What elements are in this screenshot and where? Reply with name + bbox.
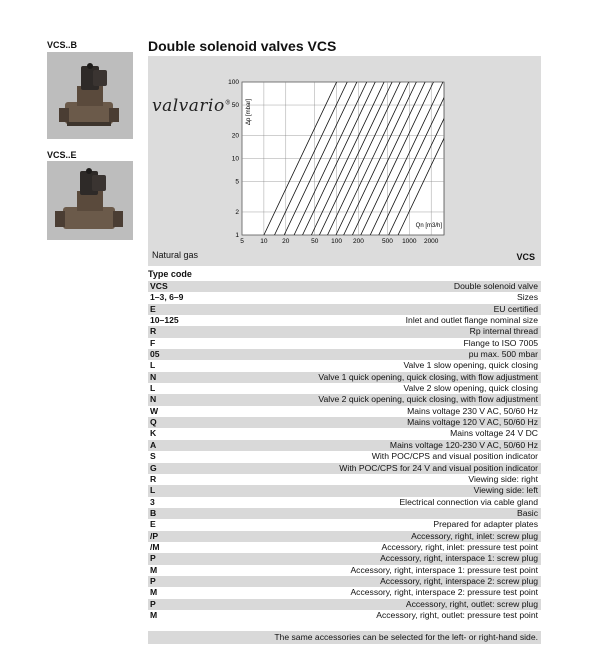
table-row [148, 372, 541, 383]
table-row [148, 587, 541, 598]
row-code: P [150, 575, 156, 586]
row-code: 10–125 [150, 315, 179, 326]
row-description: Accessory, right, interspace 2: pressure test point [350, 587, 538, 598]
row-code: E [150, 303, 156, 314]
x-tick-label: 100 [331, 238, 343, 245]
row-description: Accessory, right, interspace 1: screw plug [380, 553, 538, 564]
row-description: Valve 2 quick opening, quick closing, with flow adjustment [318, 394, 538, 405]
row-code: /M [150, 541, 160, 552]
row-description: Basic [516, 507, 538, 518]
chart-caption-natural-gas: Natural gas [152, 250, 199, 260]
chart-caption-vcs: VCS [516, 252, 535, 262]
table-row [148, 519, 541, 530]
table-row [148, 304, 541, 315]
row-code: F [150, 337, 156, 348]
valve-photo-vcs-b [47, 52, 133, 139]
table-row [148, 292, 541, 303]
y-tick-label: 50 [231, 102, 239, 110]
table-row [148, 474, 541, 485]
table-row [148, 497, 541, 508]
table-row [148, 485, 541, 496]
page-title: Double solenoid valves VCS [148, 38, 337, 54]
table-row [148, 451, 541, 462]
table-row [148, 599, 541, 610]
y-tick-label: 1 [235, 232, 239, 239]
x-tick-label: 10 [260, 238, 268, 245]
pressure-drop-chart [148, 56, 541, 246]
row-code: R [150, 473, 157, 484]
row-code: Q [150, 417, 157, 428]
x-tick-label: 20 [282, 238, 290, 245]
row-code: M [150, 587, 158, 598]
thumb-label-vcs-b: VCS..B [47, 40, 78, 50]
row-description: Accessory, right, interspace 2: screw plug [380, 575, 538, 586]
chart-panel [148, 56, 541, 266]
row-description: Accessory, right, interspace 1: pressure test point [350, 564, 538, 575]
y-axis-label: Δp [mbar] [246, 98, 252, 126]
x-tick-label: 1000 [402, 238, 417, 245]
row-code: 3 [150, 496, 155, 507]
table-row [148, 406, 541, 417]
row-description: pu max. 500 mbar [468, 349, 538, 360]
y-tick-label: 2 [235, 208, 239, 216]
row-description: Sizes [516, 292, 538, 303]
row-code: R [150, 326, 157, 337]
table-row [148, 463, 541, 474]
row-code: L [150, 485, 156, 496]
row-code: K [150, 428, 157, 439]
x-tick-label: 50 [311, 238, 319, 245]
row-code: S [150, 451, 156, 462]
row-description: Double solenoid valve [453, 281, 538, 291]
table-row [148, 281, 541, 292]
row-code: 05 [150, 349, 160, 360]
table-row [148, 440, 541, 451]
row-description: Viewing side: left [473, 485, 538, 496]
row-description: Mains voltage 24 V DC [450, 428, 538, 439]
row-code: E [150, 519, 156, 530]
table-row [148, 542, 541, 553]
y-tick-label: 20 [231, 132, 239, 140]
valve-photo-vcs-e [47, 161, 133, 240]
x-tick-label: 200 [353, 238, 364, 245]
row-description: Accessory, right, outlet: screw plug [405, 598, 538, 609]
row-code: G [150, 462, 157, 473]
y-tick-label: 10 [231, 155, 239, 163]
table-row [148, 360, 541, 371]
row-description: Accessory, right, outlet: pressure test point [376, 609, 538, 620]
thumb-label-vcs-e: VCS..E [47, 150, 77, 160]
row-description: Inlet and outlet flange nominal size [405, 315, 538, 326]
table-row [148, 383, 541, 394]
x-axis-label: Qn [m3/h] [415, 223, 442, 229]
valvario-logo: valvario® [152, 96, 232, 116]
row-description: EU certified [493, 303, 538, 314]
row-code: P [150, 598, 156, 609]
x-tick-label: 5 [240, 238, 244, 245]
type-code-table [148, 281, 541, 621]
footnote: The same accessories can be selected for the left- or right-hand side. [148, 631, 541, 644]
row-description: Viewing side: right [468, 473, 538, 484]
row-description: Mains voltage 230 V AC, 50/60 Hz [407, 405, 538, 416]
row-description: Accessory, right, inlet: pressure test point [381, 541, 538, 552]
table-row [148, 349, 541, 360]
row-code: L [150, 383, 156, 394]
row-description: Electrical connection via cable gland [399, 496, 538, 507]
row-code: M [150, 609, 158, 620]
row-code: L [150, 360, 156, 371]
y-tick-label: 100 [228, 79, 239, 86]
row-code: W [150, 405, 159, 416]
y-tick-label: 5 [235, 178, 239, 186]
row-description: Prepared for adapter plates [433, 519, 538, 530]
row-code: N [150, 394, 157, 405]
row-description: Valve 1 quick opening, quick closing, with flow adjustment [318, 371, 538, 382]
table-row [148, 610, 541, 621]
row-code: B [150, 507, 157, 518]
table-row [148, 508, 541, 519]
row-description: Valve 1 slow opening, quick closing [403, 360, 538, 371]
row-description: Mains voltage 120 V AC, 50/60 Hz [407, 417, 538, 428]
table-row [148, 576, 541, 587]
table-row [148, 565, 541, 576]
table-row [148, 428, 541, 439]
row-description: Accessory, right, inlet: screw plug [411, 530, 538, 541]
row-code: 1–3, 6–9 [150, 292, 184, 303]
table-row [148, 417, 541, 428]
x-tick-label: 2000 [423, 238, 439, 245]
row-description: With POC/CPS and visual position indicator [371, 451, 538, 462]
table-row [148, 315, 541, 326]
x-tick-label: 500 [381, 238, 393, 245]
row-code: A [150, 439, 157, 450]
row-description: Rp internal thread [469, 326, 538, 337]
row-code: VCS [150, 281, 168, 291]
row-description: With POC/CPS for 24 V and visual position indicator [339, 462, 538, 473]
row-description: Flange to ISO 7005 [463, 337, 538, 348]
type-code-heading: Type code [148, 269, 192, 279]
row-code: M [150, 564, 158, 575]
table-row [148, 531, 541, 542]
row-code: /P [150, 530, 159, 541]
table-row [148, 338, 541, 349]
table-row [148, 326, 541, 337]
table-row [148, 394, 541, 405]
row-code: P [150, 553, 156, 564]
table-row [148, 553, 541, 564]
row-code: N [150, 371, 157, 382]
row-description: Mains voltage 120-230 V AC, 50/60 Hz [389, 439, 538, 450]
row-description: Valve 2 slow opening, quick closing [403, 383, 538, 394]
